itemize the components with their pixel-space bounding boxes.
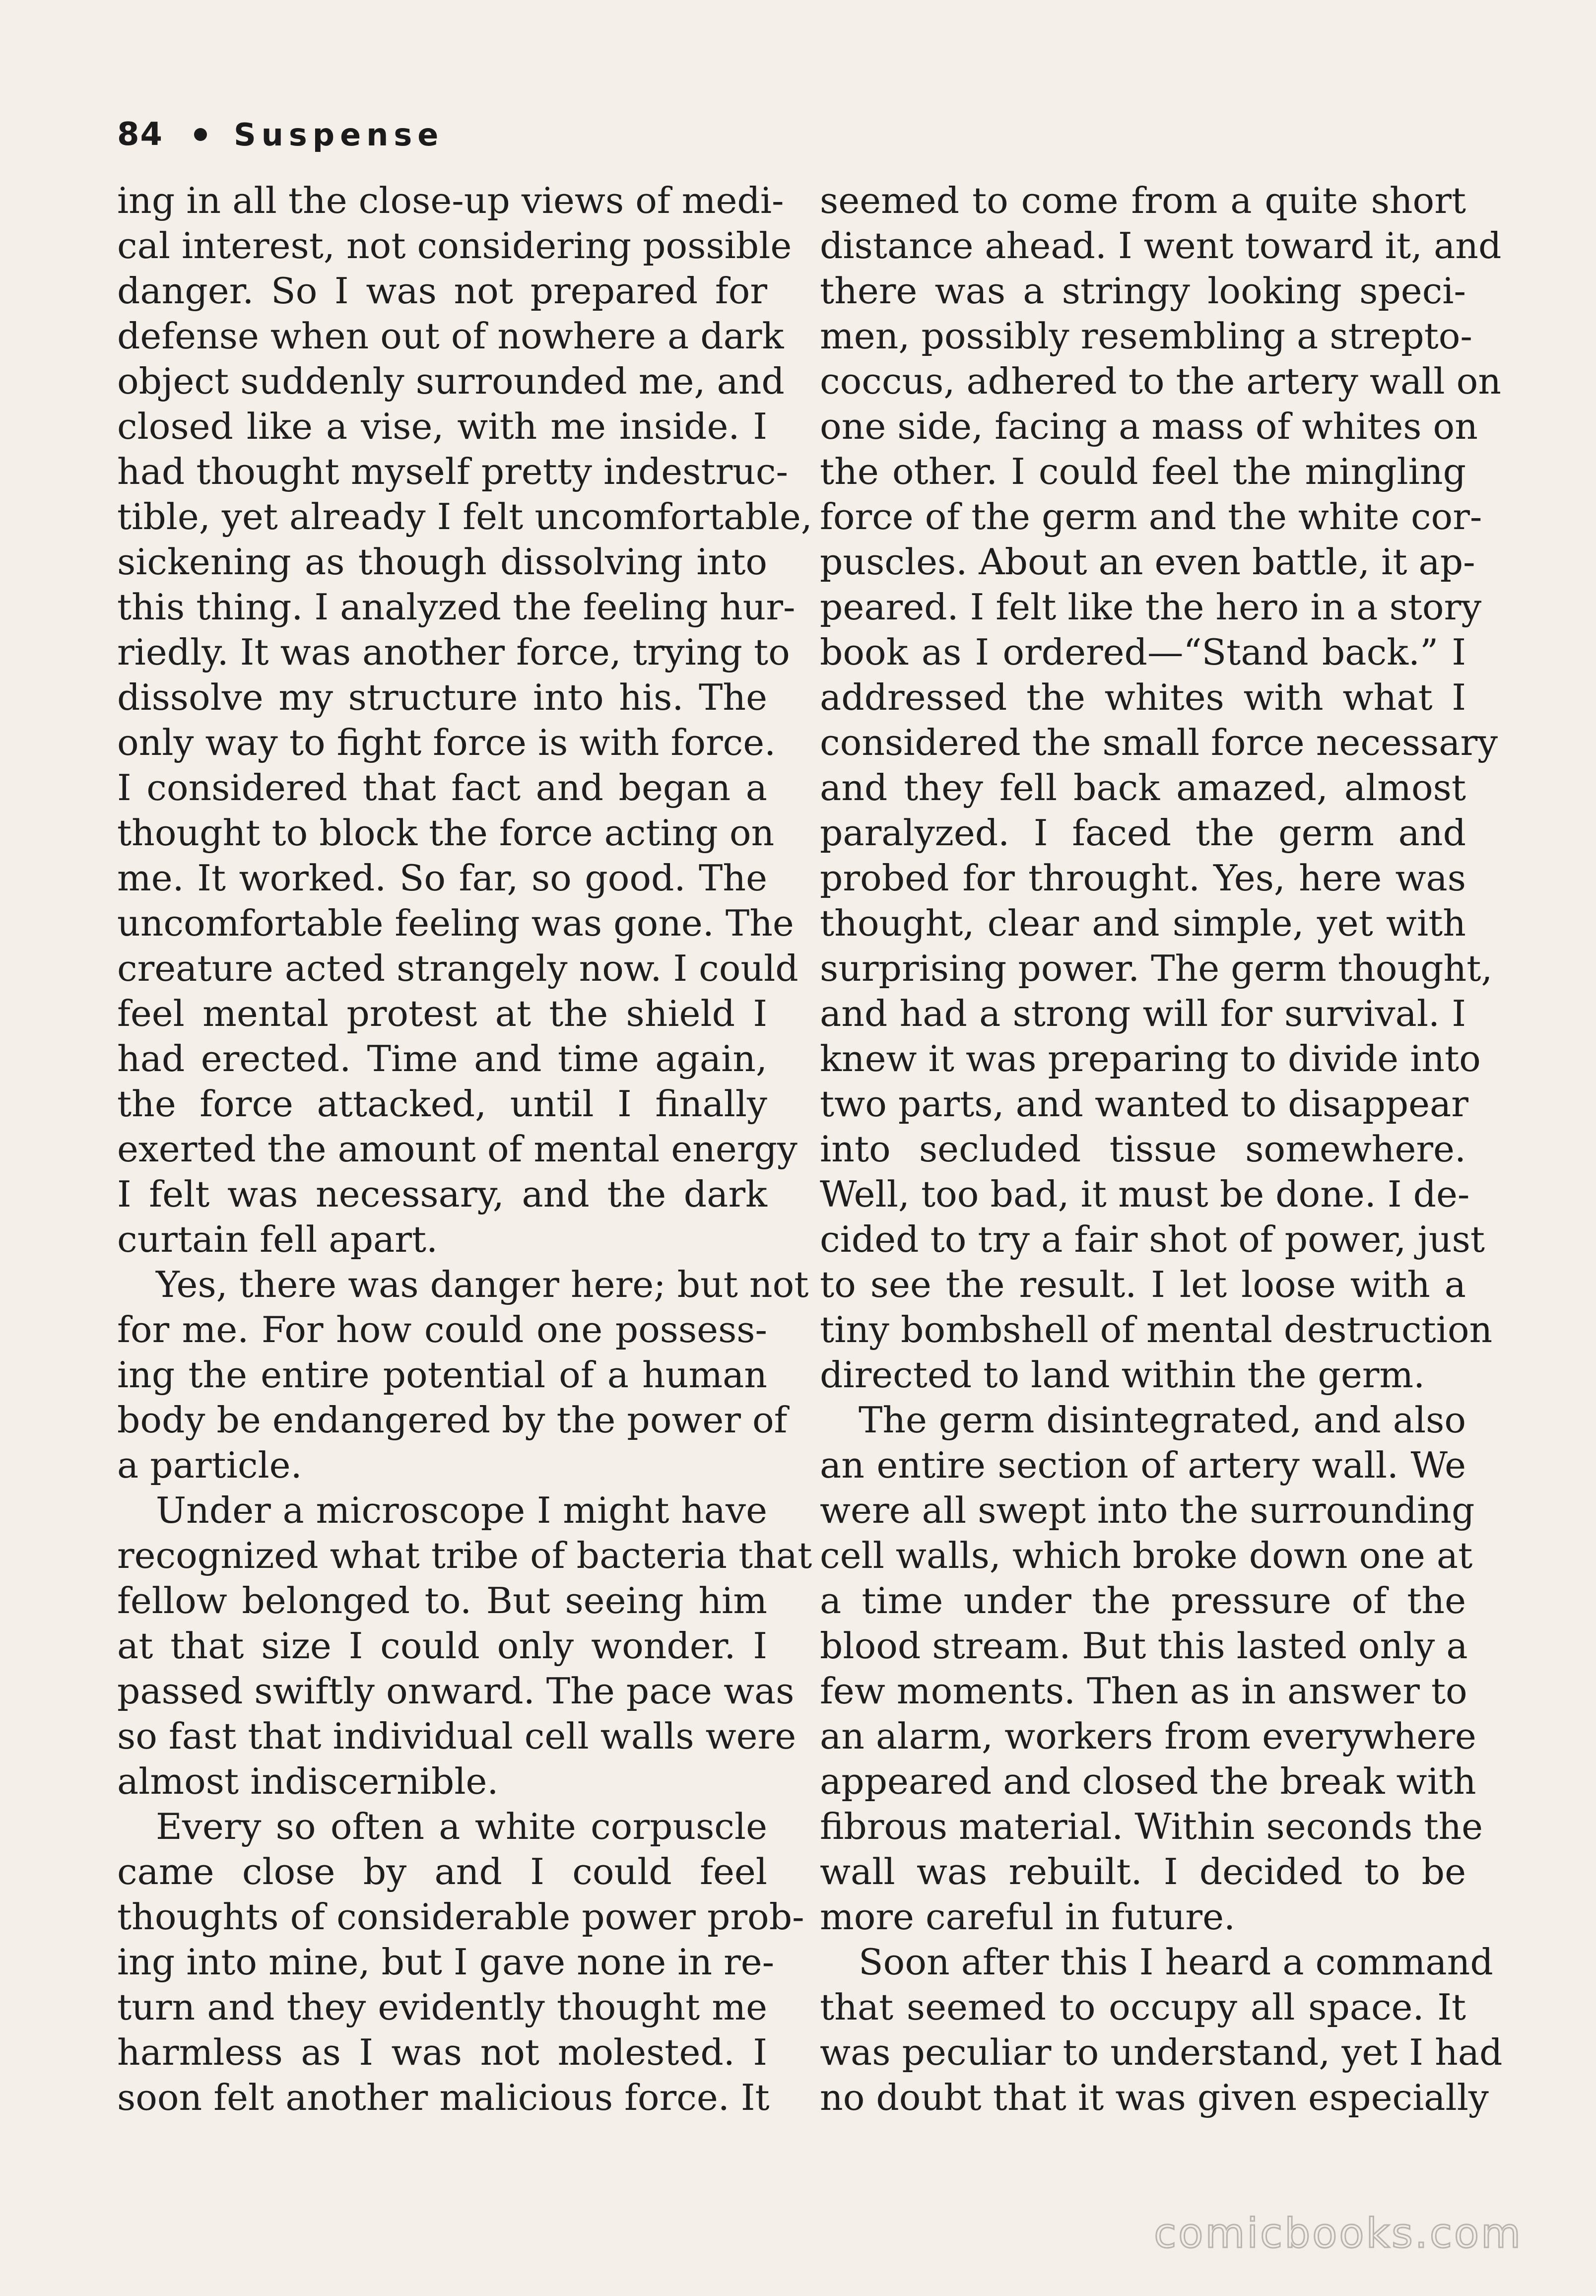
text-line: creature acted strangely now. I could <box>117 948 798 990</box>
text-line: at that size I could only wonder. I <box>117 1625 767 1667</box>
text-line: an entire section of artery wall. We <box>820 1445 1466 1486</box>
right-text-column <box>820 179 1503 2121</box>
text-line: fellow belonged to. But seeing him <box>117 1580 767 1622</box>
text-line: had thought myself pretty indestruc- <box>117 451 788 493</box>
text-line: thought, clear and simple, yet with <box>820 903 1466 945</box>
text-line: and had a strong will for survival. I <box>820 993 1466 1035</box>
text-line: no doubt that it was given especially <box>820 2077 1489 2119</box>
text-line: Every so often a white corpuscle <box>156 1806 767 1848</box>
text-line: thought to block the force acting on <box>117 812 775 854</box>
text-line: wall was rebuilt. I decided to be <box>820 1851 1466 1893</box>
text-line: tiny bombshell of mental destruction <box>820 1309 1493 1351</box>
text-line: passed swiftly onward. The pace was <box>117 1671 795 1712</box>
text-line: more careful in future. <box>820 1896 1236 1938</box>
text-line: one side, facing a mass of whites on <box>820 406 1478 448</box>
text-line: two parts, and wanted to disappear <box>820 1083 1468 1125</box>
text-line: the other. I could feel the mingling <box>820 451 1466 493</box>
left-text-column <box>117 179 812 2121</box>
running-head <box>117 112 444 157</box>
magazine-title: Suspense <box>234 116 444 153</box>
watermark: comicbooks.com <box>1154 2210 1523 2257</box>
text-line: body be endangered by the power of <box>117 1400 788 1441</box>
text-line: danger. So I was not prepared for <box>117 270 767 312</box>
text-line: riedly. It was another force, trying to <box>117 632 790 674</box>
text-line: seemed to come from a quite short <box>820 180 1466 222</box>
text-line: recognized what tribe of bacteria that <box>117 1535 812 1577</box>
text-line: closed like a vise, with me inside. I <box>117 406 767 448</box>
text-line: directed to land within the germ. <box>820 1354 1425 1396</box>
bullet-separator <box>194 128 207 141</box>
text-line: Yes, there was danger here; but not <box>156 1264 809 1306</box>
text-line: Soon after this I heard a command <box>859 1942 1493 1983</box>
text-line: almost indiscernible. <box>117 1761 499 1803</box>
page-number: 84 <box>117 116 164 153</box>
text-line: only way to fight force is with force. <box>117 722 776 764</box>
text-line: knew it was preparing to divide into <box>820 1038 1481 1080</box>
text-line: was peculiar to understand, yet I had <box>820 2032 1503 2074</box>
text-line: an alarm, workers from everywhere <box>820 1716 1476 1757</box>
text-line: were all swept into the surrounding <box>820 1490 1475 1532</box>
text-line: feel mental protest at the shield I <box>117 993 767 1035</box>
text-line: exerted the amount of mental energy <box>117 1129 798 1170</box>
text-line: came close by and I could feel <box>117 1851 767 1893</box>
text-line: blood stream. But this lasted only a <box>820 1625 1468 1667</box>
text-line: to see the result. I let loose with a <box>820 1264 1466 1306</box>
text-line: book as I ordered—“Stand back.” I <box>820 632 1466 674</box>
text-line: appeared and closed the break with <box>820 1761 1476 1803</box>
text-line: tible, yet already I felt uncomfortable, <box>117 496 812 538</box>
text-line: Well, too bad, it must be done. I de- <box>820 1174 1470 1216</box>
text-line: the force attacked, until I finally <box>117 1083 767 1125</box>
text-line: defense when out of nowhere a dark <box>117 316 784 357</box>
text-line: this thing. I analyzed the feeling hur- <box>117 587 796 628</box>
text-line: thoughts of considerable power prob- <box>117 1896 804 1938</box>
text-line: dissolve my structure into his. The <box>117 677 767 719</box>
text-line: turn and they evidently thought me <box>117 1987 767 2028</box>
text-line: probed for throught. Yes, here was <box>820 858 1466 899</box>
text-line: a particle. <box>117 1445 302 1486</box>
text-line: into secluded tissue somewhere. <box>820 1129 1466 1170</box>
text-line: Under a microscope I might have <box>156 1490 767 1532</box>
text-line: object suddenly surrounded me, and <box>117 361 785 403</box>
text-line: considered the small force necessary <box>820 722 1498 764</box>
text-line: men, possibly resembling a strepto- <box>820 316 1472 357</box>
text-line: ing into mine, but I gave none in re- <box>117 1942 775 1983</box>
text-line: uncomfortable feeling was gone. The <box>117 903 794 945</box>
text-line: surprising power. The germ thought, <box>820 948 1493 990</box>
text-line: distance ahead. I went toward it, and <box>820 225 1502 267</box>
text-line: had erected. Time and time again, <box>117 1038 767 1080</box>
text-line: I felt was necessary, and the dark <box>117 1174 767 1216</box>
text-line: peared. I felt like the hero in a story <box>820 587 1482 628</box>
text-line: so fast that individual cell walls were <box>117 1716 797 1757</box>
text-line: for me. For how could one possess- <box>117 1309 767 1351</box>
text-line: puscles. About an even battle, it ap- <box>820 541 1475 583</box>
text-line: cided to try a fair shot of power, just <box>820 1219 1485 1261</box>
text-line: paralyzed. I faced the germ and <box>820 812 1466 854</box>
text-line: sickening as though dissolving into <box>117 541 767 583</box>
text-line: few moments. Then as in answer to <box>820 1671 1467 1712</box>
text-line: force of the germ and the white cor- <box>820 496 1482 538</box>
text-line: ing in all the close-up views of medi- <box>117 180 784 222</box>
text-line: soon felt another malicious force. It <box>117 2077 770 2119</box>
text-line: that seemed to occupy all space. It <box>820 1987 1466 2028</box>
text-line: fibrous material. Within seconds the <box>820 1806 1483 1848</box>
text-line: there was a stringy looking speci- <box>820 270 1466 312</box>
text-line: The germ disintegrated, and also <box>859 1400 1466 1441</box>
text-line: addressed the whites with what I <box>820 677 1466 719</box>
text-line: curtain fell apart. <box>117 1219 438 1261</box>
text-line: harmless as I was not molested. I <box>117 2032 767 2074</box>
text-line: coccus, adhered to the artery wall on <box>820 361 1501 403</box>
text-line: a time under the pressure of the <box>820 1580 1466 1622</box>
text-line: cal interest, not considering possible <box>117 225 792 267</box>
text-line: I considered that fact and began a <box>117 767 767 809</box>
text-line: cell walls, which broke down one at <box>820 1535 1473 1577</box>
text-line: and they fell back amazed, almost <box>820 767 1466 809</box>
text-line: ing the entire potential of a human <box>117 1354 767 1396</box>
text-line: me. It worked. So far, so good. The <box>117 858 767 899</box>
